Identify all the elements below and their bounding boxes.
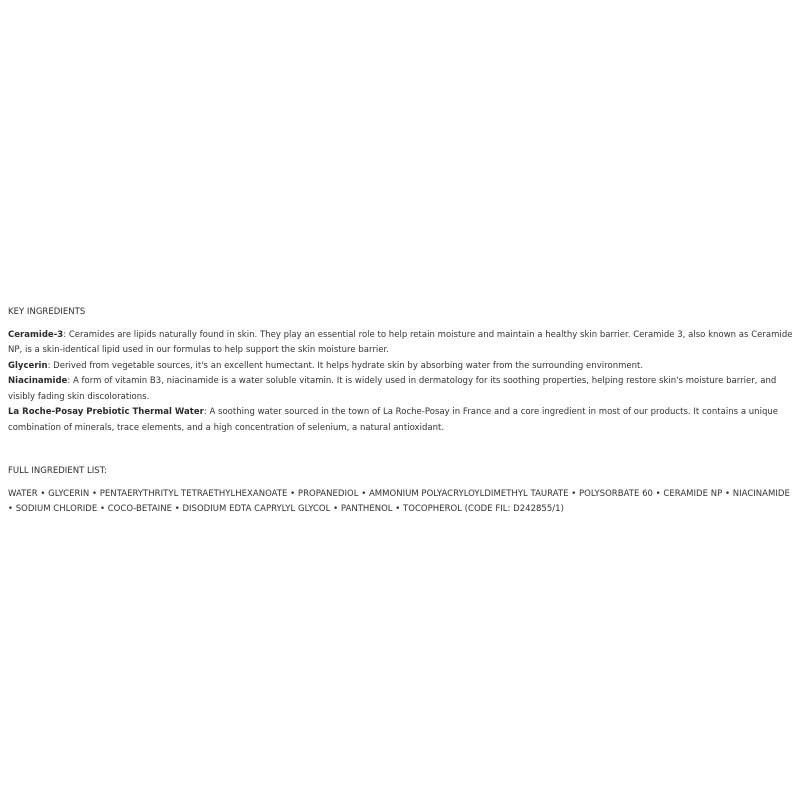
full-ingredient-list-section — [8, 464, 794, 518]
full-ingredient-list-heading: FULL INGREDIENT LIST: — [8, 466, 107, 476]
ingredient-separator: : — [63, 329, 69, 340]
ingredient-description: Derived from vegetable sources, it's an excellent humectant. It helps hydrate skin by absorbing water from the surrounding environment. — [53, 360, 644, 371]
ingredient-separator: : — [67, 376, 73, 386]
key-ingredients-section — [8, 305, 794, 436]
ingredient-description: A form of vitamin B3, niacinamide is a water soluble vitamin. It is widely used in dermatology for its soothing properties, helping restore skin's moisture barrier, and visibly fading skin discolorations. — [8, 376, 777, 402]
ingredient-description: Ceramides are lipids naturally found in skin. They play an essential role to help retain moisture and maintain a healthy skin barrier. Ceramide 3, also known as Ceramide NP, is a skin-identical lipid used in our formulas to help support the skin moisture barrier. — [8, 329, 793, 355]
ingredient-name: Glycerin — [8, 360, 48, 371]
ingredient-glycerin — [8, 359, 794, 375]
full-ingredient-list-text: WATER • GLYCERIN • PENTAERYTHRITYL TETRAETHYLHEXANOATE • PROPANEDIOL • AMMONIUM POLYACRYLOYLDIMETHYL TAURATE • POLYSORBATE 60 • CERAMIDE NP • NIACINAMIDE • SODIUM CHLORIDE • COCO-BETAINE • DISODIUM EDTA CAPRYLYL GLYCOL • PANTHENOL • TOCOPHEROL (CODE FIL: D242855/1) — [8, 488, 790, 514]
product-details — [8, 305, 794, 518]
ingredient-separator: : — [47, 360, 54, 371]
ingredient-name: La Roche-Posay Prebiotic Thermal Water — [8, 407, 204, 417]
ingredient-description: A soothing water sourced in the town of La Roche-Posay in France and a core ingredient in most of our products. It contains a unique combination of minerals, trace elements, and a high concentration of selenium, a natural antioxidant. — [8, 407, 779, 433]
ingredient-ceramide-3 — [8, 328, 794, 359]
key-ingredients-heading: KEY INGREDIENTS — [8, 307, 86, 317]
ingredient-name: Niacinamide — [8, 376, 68, 386]
ingredient-thermal-water — [8, 405, 794, 436]
ingredient-niacinamide — [8, 374, 794, 405]
ingredient-name: Ceramide-3 — [8, 329, 64, 340]
ingredient-separator: : — [203, 407, 210, 417]
